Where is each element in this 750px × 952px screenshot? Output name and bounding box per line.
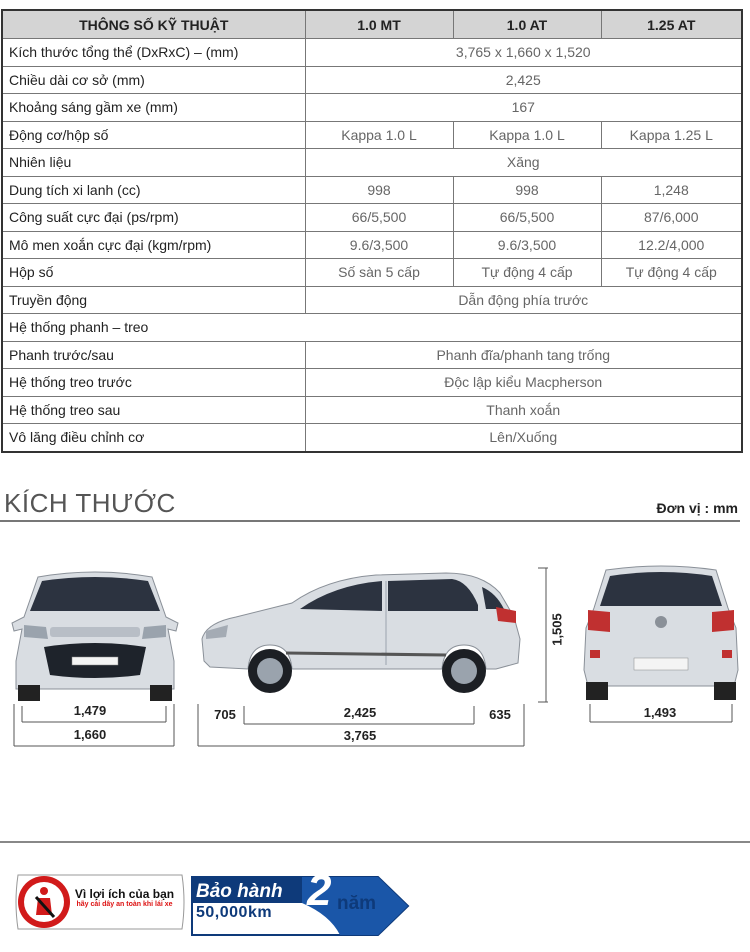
footer-divider (0, 841, 750, 843)
table-row (2, 94, 742, 122)
rear-overhang-label: 635 (489, 707, 511, 722)
row-value: 1,248 (601, 176, 742, 204)
row-value: 998 (305, 176, 453, 204)
front-overhang-label: 705 (214, 707, 236, 722)
warranty-km: 50,000km (196, 904, 273, 921)
spec-table-header (2, 10, 742, 39)
row-label: Kích thước tổng thể (DxRxC) – (mm) (2, 39, 305, 67)
section-divider (0, 520, 740, 522)
row-label: Khoảng sáng gầm xe (mm) (2, 94, 305, 122)
row-label: Nhiên liệu (2, 149, 305, 177)
warranty-years: năm (337, 893, 377, 914)
table-row (2, 39, 742, 67)
header-10mt: 1.0 MT (305, 10, 453, 39)
row-value: Kappa 1.25 L (601, 121, 742, 149)
row-label: Phanh trước/sau (2, 341, 305, 369)
row-value: 66/5,500 (305, 204, 453, 232)
warranty-title: Bảo hành (196, 881, 283, 902)
table-row (2, 204, 742, 232)
unit-label: Đơn vị : mm (656, 500, 738, 516)
header-spec: THÔNG SỐ KỸ THUẬT (2, 10, 305, 39)
length-label: 3,765 (343, 728, 377, 743)
row-value: 3,765 x 1,660 x 1,520 (305, 39, 742, 67)
table-row (2, 341, 742, 369)
row-value: Tự động 4 cấp (453, 259, 601, 287)
wheelbase-label: 2,425 (343, 705, 377, 720)
row-value: Phanh đĩa/phanh tang trống (305, 341, 742, 369)
spec-table (1, 9, 743, 453)
row-label: Hệ thống treo trước (2, 369, 305, 397)
front-track-label: 1,479 (73, 703, 107, 718)
table-row (2, 121, 742, 149)
height-label: 1,505 (549, 613, 565, 646)
width-label: 1,660 (73, 727, 107, 742)
row-value: Xăng (305, 149, 742, 177)
row-label: Công suất cực đại (ps/rpm) (2, 204, 305, 232)
row-value: Tự động 4 cấp (601, 259, 742, 287)
seatbelt-title: Vì lợi ích của bạn (74, 887, 175, 901)
car-front-view-image (6, 565, 184, 705)
row-value: 998 (453, 176, 601, 204)
row-label: Chiều dài cơ sở (mm) (2, 66, 305, 94)
rear-track-label: 1,493 (643, 705, 677, 720)
header-125at: 1.25 AT (601, 10, 742, 39)
row-value: 9.6/3,500 (305, 231, 453, 259)
row-value: 2,425 (305, 66, 742, 94)
seatbelt-text (62, 887, 187, 908)
row-value: 12.2/4,000 (601, 231, 742, 259)
row-value: Dẫn động phía trước (305, 286, 742, 314)
row-label: Mô men xoắn cực đại (kgm/rpm) (2, 231, 305, 259)
row-value: Số sàn 5 cấp (305, 259, 453, 287)
row-label: Hộp số (2, 259, 305, 287)
row-value: Kappa 1.0 L (453, 121, 601, 149)
row-value: Lên/Xuống (305, 424, 742, 452)
row-value: 87/6,000 (601, 204, 742, 232)
car-side-view-image (196, 565, 526, 705)
table-row (2, 231, 742, 259)
table-row (2, 149, 742, 177)
row-label: Động cơ/hộp số (2, 121, 305, 149)
row-value: Kappa 1.0 L (305, 121, 453, 149)
row-value: Thanh xoắn (305, 396, 742, 424)
car-rear-view-image (576, 558, 746, 704)
section-title: KÍCH THƯỚC (4, 488, 176, 518)
table-row (2, 259, 742, 287)
row-value: 66/5,500 (453, 204, 601, 232)
seatbelt-subtitle: hãy cài dây an toàn khi lái xe (76, 901, 173, 908)
table-row (2, 286, 742, 314)
table-row (2, 396, 742, 424)
table-row (2, 424, 742, 452)
row-value: 167 (305, 94, 742, 122)
table-row (2, 314, 742, 342)
row-label: Truyền động (2, 286, 305, 314)
header-10at: 1.0 AT (453, 10, 601, 39)
row-label: Hệ thống treo sau (2, 396, 305, 424)
table-row (2, 176, 742, 204)
table-row (2, 66, 742, 94)
table-row (2, 369, 742, 397)
row-value: 9.6/3,500 (453, 231, 601, 259)
height-dimension-line (536, 566, 550, 706)
row-value: Độc lập kiểu Macpherson (305, 369, 742, 397)
row-label: Dung tích xi lanh (cc) (2, 176, 305, 204)
warranty-number: 2 (307, 866, 332, 915)
row-section-label: Hệ thống phanh – treo (2, 314, 742, 342)
row-label: Vô lăng điều chỉnh cơ (2, 424, 305, 452)
